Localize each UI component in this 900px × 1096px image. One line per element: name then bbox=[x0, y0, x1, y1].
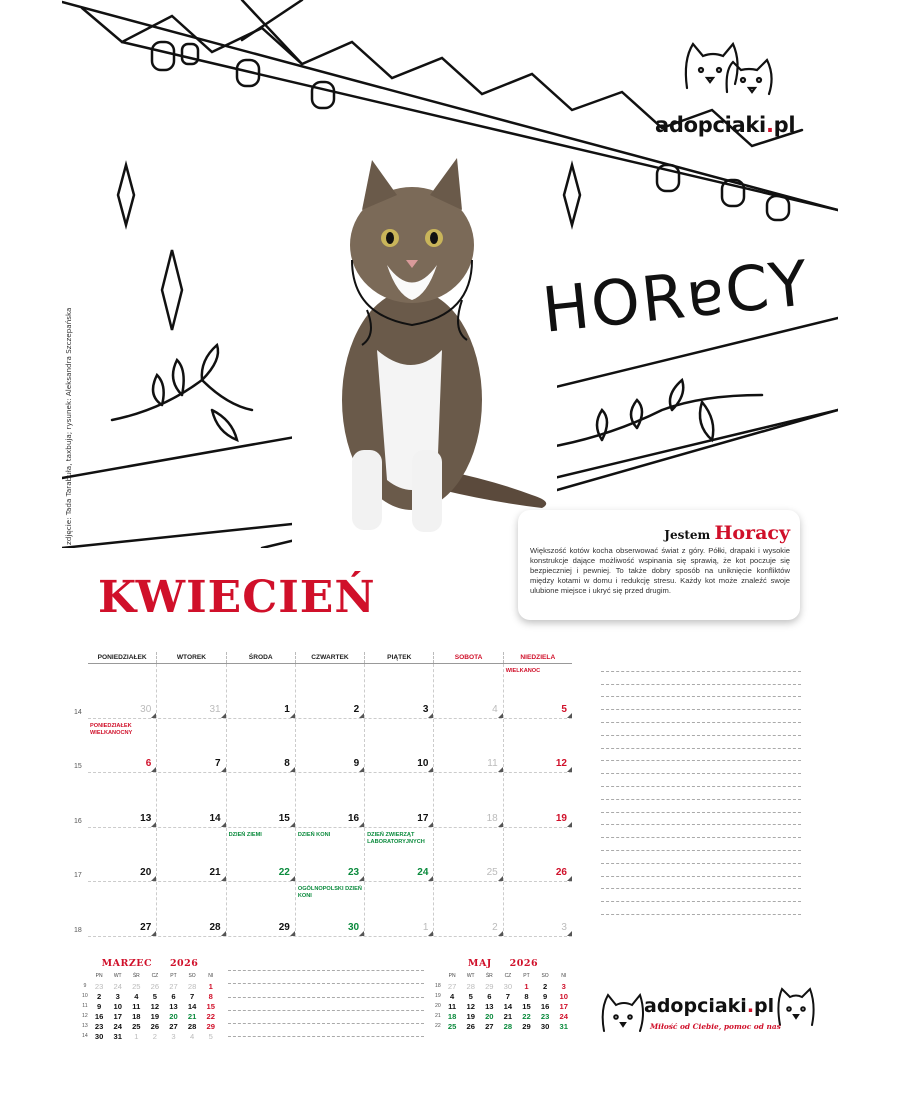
day-number: 20 bbox=[140, 867, 152, 878]
mini-week-number: 14 bbox=[82, 1033, 88, 1039]
day-number: 1 bbox=[422, 921, 429, 933]
corner-mark bbox=[221, 822, 226, 827]
corner-mark bbox=[221, 931, 226, 936]
mini-day: 16 bbox=[540, 1001, 550, 1011]
corner-mark bbox=[567, 713, 572, 718]
note-line[interactable] bbox=[228, 984, 424, 997]
mini-day: 12 bbox=[466, 1001, 475, 1011]
mini-week-number: 19 bbox=[435, 993, 441, 999]
mini-day: 26 bbox=[466, 1021, 475, 1031]
corner-mark bbox=[221, 767, 226, 772]
note-line[interactable] bbox=[601, 825, 801, 838]
note-line[interactable] bbox=[601, 877, 801, 890]
day-cell[interactable] bbox=[157, 773, 226, 827]
day-cell[interactable] bbox=[296, 773, 365, 827]
mini-day: 22 bbox=[522, 1011, 531, 1021]
corner-mark bbox=[498, 822, 503, 827]
mini-day: 9 bbox=[542, 991, 548, 1001]
mini-day: 8 bbox=[524, 991, 529, 1001]
day-event-label: DZIEŃ ZWIERZĄT LABORATORYJNYCH bbox=[367, 831, 425, 845]
mini-day: 6 bbox=[171, 991, 176, 1001]
mini-day: 4 bbox=[134, 991, 139, 1001]
info-card bbox=[518, 510, 800, 620]
mini-day: 20 bbox=[169, 1011, 178, 1021]
mini-weekday-head: WT bbox=[113, 973, 122, 979]
mini-day: 23 bbox=[94, 981, 104, 991]
note-line[interactable] bbox=[601, 736, 801, 749]
note-line[interactable] bbox=[601, 774, 801, 787]
corner-mark bbox=[359, 713, 364, 718]
day-number: 8 bbox=[284, 758, 290, 769]
mini-day: 1 bbox=[134, 1031, 139, 1041]
corner-mark bbox=[290, 822, 295, 827]
day-event-label: OGÓLNOPOLSKI DZIEŃ KONI bbox=[297, 886, 362, 899]
mini-day: 28 bbox=[187, 981, 197, 991]
day-number: 28 bbox=[209, 921, 221, 933]
week-number: 14 bbox=[74, 708, 82, 716]
brand-name-dot: . bbox=[765, 113, 774, 137]
day-number: 19 bbox=[555, 812, 567, 824]
cats-logo-icon bbox=[681, 40, 777, 104]
mini-day: 5 bbox=[152, 991, 158, 1001]
day-number: 21 bbox=[209, 867, 221, 878]
corner-mark bbox=[567, 822, 572, 827]
mini-day: 17 bbox=[113, 1011, 122, 1021]
corner-mark bbox=[428, 822, 433, 827]
mini-weekday-head: WT bbox=[466, 973, 475, 979]
day-cell[interactable] bbox=[88, 828, 157, 882]
weekday-header: ŚRODA bbox=[227, 652, 296, 663]
day-number: 9 bbox=[353, 758, 360, 769]
corner-mark bbox=[428, 713, 433, 718]
day-number: 31 bbox=[209, 703, 221, 715]
mini-day: 30 bbox=[503, 981, 513, 991]
mini-day: 24 bbox=[113, 1021, 122, 1031]
note-line[interactable] bbox=[228, 958, 424, 971]
note-line[interactable] bbox=[601, 800, 801, 813]
corner-mark bbox=[567, 931, 572, 936]
mini-weekday-head: PN bbox=[448, 973, 456, 979]
note-line[interactable] bbox=[601, 723, 801, 736]
day-number: 24 bbox=[417, 867, 429, 878]
corner-mark bbox=[290, 876, 295, 881]
mini-day: 11 bbox=[132, 1001, 141, 1011]
week-row bbox=[74, 828, 572, 883]
mini-day: 21 bbox=[503, 1011, 513, 1021]
mini-calendar-prev bbox=[80, 958, 220, 1041]
brand-name-bottom-tld: pl bbox=[754, 995, 775, 1017]
day-cell[interactable] bbox=[504, 773, 572, 827]
mini-day: 30 bbox=[94, 1031, 104, 1041]
mini-week-number: 22 bbox=[435, 1023, 441, 1029]
mini-day: 3 bbox=[115, 991, 120, 1001]
month-calendar-grid bbox=[74, 652, 572, 937]
day-cell[interactable] bbox=[227, 882, 296, 936]
day-number: 10 bbox=[417, 758, 429, 769]
weekday-header-row bbox=[88, 652, 572, 664]
mini-day: 2 bbox=[542, 981, 548, 991]
corner-mark bbox=[428, 767, 433, 772]
info-prefix: Jestem bbox=[664, 528, 711, 542]
day-cell[interactable] bbox=[434, 719, 503, 773]
day-number: 5 bbox=[561, 703, 567, 715]
note-line[interactable] bbox=[601, 902, 801, 915]
mini-day: 4 bbox=[450, 991, 455, 1001]
mini-day: 19 bbox=[150, 1011, 160, 1021]
day-event-label: PONIEDZIAŁEK WIELKANOCNY bbox=[90, 722, 133, 736]
brand-logo-bottom[interactable] bbox=[598, 985, 818, 1045]
mini-week-number: 13 bbox=[82, 1023, 88, 1029]
mini-day: 2 bbox=[152, 1031, 158, 1041]
corner-mark bbox=[498, 767, 503, 772]
corner-mark bbox=[221, 876, 226, 881]
note-line[interactable] bbox=[601, 659, 801, 672]
info-text: Większość kotów kocha obserwować świat z góry. Półki, drapaki i wysokie konstrukcje dające możliwość wspinania się sprawią, że kot poczuje się bezpieczniej i pewniej. To także dobry sposób na uniknięcie konfliktów między kotami w domu i redukcję stresu. Każdy kot może znaleźć swoje ulubione miejsce i ukryć się przed drugim. bbox=[530, 546, 790, 595]
brand-name-main: adopciaki bbox=[655, 113, 766, 137]
note-line[interactable] bbox=[601, 813, 801, 826]
note-line[interactable] bbox=[601, 710, 801, 723]
mini-day: 31 bbox=[559, 1021, 568, 1031]
mini-day: 2 bbox=[97, 991, 102, 1001]
mini-week-number: 21 bbox=[435, 1013, 441, 1019]
info-cat-name: Horacy bbox=[714, 522, 790, 544]
mini-day: 29 bbox=[206, 1021, 215, 1031]
mini-week-number: 20 bbox=[435, 1003, 441, 1009]
mini-day: 31 bbox=[113, 1031, 122, 1041]
cat-left-icon bbox=[598, 991, 646, 1037]
day-number: 11 bbox=[487, 758, 498, 769]
brand-slogan: Miłość od Ciebie, pomoc od nas bbox=[650, 1022, 781, 1031]
mini-day: 13 bbox=[485, 1001, 494, 1011]
corner-mark bbox=[221, 713, 226, 718]
day-number: 16 bbox=[348, 812, 360, 824]
mini-weekday-head: PT bbox=[170, 973, 177, 979]
day-cell[interactable] bbox=[88, 664, 157, 718]
day-number: 13 bbox=[140, 812, 152, 824]
note-line[interactable] bbox=[601, 749, 801, 762]
mini-day: 16 bbox=[94, 1011, 104, 1021]
day-cell[interactable] bbox=[365, 828, 434, 882]
day-event-label: DZIEŃ ZIEMI bbox=[228, 831, 262, 838]
day-cell[interactable] bbox=[227, 828, 296, 882]
mini-day: 28 bbox=[466, 981, 475, 991]
weeks-container bbox=[74, 664, 572, 937]
mini-day: 30 bbox=[540, 1021, 550, 1031]
day-cell[interactable] bbox=[88, 719, 157, 773]
mini-weekday-head: SO bbox=[188, 973, 196, 979]
mini-prev-title bbox=[80, 958, 220, 969]
mini-day: 27 bbox=[169, 1021, 178, 1031]
note-line[interactable] bbox=[601, 787, 801, 800]
day-number: 3 bbox=[561, 921, 567, 933]
mini-weekday-head: ŚR bbox=[485, 973, 493, 979]
weekday-header: CZWARTEK bbox=[296, 652, 365, 663]
day-number: 12 bbox=[555, 758, 567, 769]
day-cell[interactable] bbox=[504, 828, 572, 882]
mini-day: 27 bbox=[169, 981, 178, 991]
mini-prev-table bbox=[80, 971, 220, 1041]
day-event-label: WIELKANOC bbox=[505, 668, 541, 674]
day-cell[interactable] bbox=[504, 882, 572, 936]
day-cell[interactable] bbox=[504, 664, 572, 718]
day-cell[interactable] bbox=[157, 664, 226, 718]
mini-day: 3 bbox=[171, 1031, 176, 1041]
mini-week-number: 12 bbox=[82, 1013, 88, 1019]
day-cell[interactable] bbox=[157, 719, 226, 773]
corner-mark bbox=[290, 767, 295, 772]
mini-notes-lines[interactable] bbox=[228, 958, 424, 1037]
mini-day: 9 bbox=[97, 1001, 102, 1011]
mini-day: 4 bbox=[189, 1031, 195, 1041]
corner-mark bbox=[359, 767, 364, 772]
corner-mark bbox=[151, 931, 156, 936]
mini-day: 1 bbox=[524, 981, 529, 991]
week-number: 15 bbox=[74, 763, 82, 770]
corner-mark bbox=[498, 931, 503, 936]
note-line[interactable] bbox=[601, 864, 801, 877]
corner-mark bbox=[428, 931, 433, 936]
day-cell[interactable] bbox=[227, 664, 296, 718]
mini-week-number: 11 bbox=[82, 1003, 88, 1009]
mini-day: 26 bbox=[150, 1021, 160, 1031]
day-event-label: DZIEŃ KONI bbox=[297, 831, 331, 838]
mini-day: 25 bbox=[132, 1021, 141, 1031]
mini-day: 22 bbox=[206, 1011, 215, 1021]
photo-credit: zdjęcie: Tada Tarabuła, taxbuja; rysunek: Aleksandra Szczepańska bbox=[64, 307, 73, 545]
corner-mark bbox=[498, 713, 503, 718]
day-cell[interactable] bbox=[434, 828, 503, 882]
day-number: 25 bbox=[486, 867, 498, 878]
day-number: 17 bbox=[417, 812, 429, 824]
corner-mark bbox=[359, 822, 364, 827]
brand-name-tld: pl bbox=[773, 113, 796, 137]
month-title: KWIECIEŃ bbox=[98, 572, 376, 623]
day-number: 4 bbox=[492, 703, 498, 715]
note-line[interactable] bbox=[601, 838, 801, 851]
day-cell[interactable] bbox=[88, 882, 157, 936]
corner-mark bbox=[567, 767, 572, 772]
note-line[interactable] bbox=[601, 851, 801, 864]
mini-day: 7 bbox=[505, 991, 511, 1001]
mini-day: 10 bbox=[559, 991, 568, 1001]
mini-day: 18 bbox=[447, 1011, 457, 1021]
mini-day: 28 bbox=[503, 1021, 513, 1031]
mini-day: 23 bbox=[540, 1011, 550, 1021]
mini-day: 14 bbox=[503, 1001, 513, 1011]
mini-week-number: 9 bbox=[83, 983, 87, 989]
cat-right-icon bbox=[776, 985, 816, 1029]
day-cell[interactable] bbox=[296, 828, 365, 882]
mini-day: 1 bbox=[208, 981, 213, 991]
note-line[interactable] bbox=[601, 697, 801, 710]
mini-day: 14 bbox=[187, 1001, 197, 1011]
day-cell[interactable] bbox=[296, 664, 365, 718]
mini-day: 15 bbox=[206, 1001, 215, 1011]
day-number: 27 bbox=[140, 921, 152, 933]
mini-day: 7 bbox=[189, 991, 195, 1001]
mini-day: 21 bbox=[187, 1011, 197, 1021]
mini-week-head bbox=[80, 971, 90, 981]
day-number: 30 bbox=[140, 703, 152, 715]
mini-weekday-head: ŚR bbox=[132, 973, 140, 979]
day-number: 30 bbox=[348, 921, 360, 933]
mini-week-number: 10 bbox=[82, 993, 88, 999]
week-number: 17 bbox=[74, 872, 82, 879]
mini-day: 12 bbox=[150, 1001, 160, 1011]
day-number: 22 bbox=[278, 867, 290, 878]
day-cell[interactable] bbox=[157, 882, 226, 936]
mini-weekday-head: CZ bbox=[504, 973, 512, 979]
mini-day: 6 bbox=[487, 991, 492, 1001]
day-number: 1 bbox=[284, 703, 290, 715]
week-number: 18 bbox=[74, 926, 82, 934]
weekday-header: PIĄTEK bbox=[365, 652, 434, 663]
note-line[interactable] bbox=[228, 1024, 424, 1037]
mini-weekday-head: NI bbox=[561, 973, 567, 979]
day-cell[interactable] bbox=[227, 719, 296, 773]
corner-mark bbox=[359, 931, 364, 936]
mini-day: 25 bbox=[132, 981, 141, 991]
corner-mark bbox=[359, 876, 364, 881]
mini-day: 11 bbox=[448, 1001, 457, 1011]
mini-day: 17 bbox=[559, 1001, 568, 1011]
mini-next-year: 2026 bbox=[509, 958, 539, 969]
day-cell[interactable] bbox=[365, 882, 434, 936]
mini-next-month: MAJ bbox=[467, 958, 492, 969]
week-row bbox=[74, 773, 572, 828]
mini-day: 25 bbox=[447, 1021, 457, 1031]
corner-mark bbox=[290, 713, 295, 718]
day-cell[interactable] bbox=[365, 664, 434, 718]
mini-weekday-head: CZ bbox=[151, 973, 159, 979]
week-row bbox=[74, 719, 572, 774]
day-cell[interactable] bbox=[88, 773, 157, 827]
day-cell[interactable] bbox=[434, 664, 503, 718]
mini-day: 19 bbox=[466, 1011, 475, 1021]
mini-calendar-next bbox=[433, 958, 573, 1031]
mini-day: 27 bbox=[485, 1021, 494, 1031]
corner-mark bbox=[151, 713, 156, 718]
week-row bbox=[74, 664, 572, 719]
corner-mark bbox=[290, 931, 295, 936]
day-number: 3 bbox=[422, 703, 429, 715]
week-row bbox=[74, 882, 572, 937]
day-cell[interactable] bbox=[365, 773, 434, 827]
day-cell[interactable] bbox=[434, 773, 503, 827]
brand-name-bottom-dot: . bbox=[746, 995, 755, 1017]
mini-week-head bbox=[433, 971, 443, 981]
corner-mark bbox=[567, 876, 572, 881]
note-line[interactable] bbox=[228, 971, 424, 984]
brand-name-bottom bbox=[644, 995, 774, 1017]
mini-day: 10 bbox=[113, 1001, 122, 1011]
mini-day: 29 bbox=[485, 981, 494, 991]
mini-day: 28 bbox=[187, 1021, 197, 1031]
note-line[interactable] bbox=[601, 672, 801, 685]
day-number: 15 bbox=[278, 812, 290, 824]
day-number: 26 bbox=[555, 867, 567, 878]
mini-day: 24 bbox=[113, 981, 122, 991]
note-line[interactable] bbox=[601, 761, 801, 774]
mini-day: 5 bbox=[208, 1031, 213, 1041]
day-cell[interactable] bbox=[296, 882, 365, 936]
day-number: 2 bbox=[492, 921, 498, 933]
corner-mark bbox=[151, 822, 156, 827]
mini-weekday-head: NI bbox=[208, 973, 214, 979]
mini-day: 5 bbox=[468, 991, 473, 1001]
weekday-header: PONIEDZIAŁEK bbox=[88, 652, 157, 663]
weekday-header: SOBOTA bbox=[434, 652, 503, 663]
mini-day: 26 bbox=[150, 981, 160, 991]
mini-week-number: 18 bbox=[435, 983, 441, 989]
corner-mark bbox=[151, 876, 156, 881]
mini-prev-year: 2026 bbox=[169, 958, 199, 969]
brand-name bbox=[655, 113, 795, 137]
day-cell[interactable] bbox=[157, 828, 226, 882]
day-number: 23 bbox=[348, 867, 360, 878]
day-number: 7 bbox=[215, 758, 221, 769]
day-cell[interactable] bbox=[227, 773, 296, 827]
weekday-header: NIEDZIELA bbox=[520, 654, 556, 661]
corner-mark bbox=[151, 767, 156, 772]
cat-photo bbox=[292, 150, 557, 548]
mini-weekday-head: PN bbox=[95, 973, 103, 979]
note-line[interactable] bbox=[228, 998, 424, 1011]
mini-next-title bbox=[433, 958, 573, 969]
cat-name-lettering: HORɐCY bbox=[538, 246, 813, 347]
mini-day: 29 bbox=[522, 1021, 531, 1031]
day-number: 6 bbox=[145, 758, 152, 769]
day-number: 14 bbox=[209, 812, 221, 824]
day-cell[interactable] bbox=[296, 719, 365, 773]
day-cell[interactable] bbox=[504, 719, 572, 773]
note-line[interactable] bbox=[601, 889, 801, 902]
day-number: 2 bbox=[353, 703, 360, 715]
day-number: 29 bbox=[278, 921, 290, 933]
mini-day: 15 bbox=[522, 1001, 531, 1011]
note-line[interactable] bbox=[228, 1011, 424, 1024]
info-card-title bbox=[530, 522, 790, 544]
mini-weekday-head: PT bbox=[523, 973, 530, 979]
mini-day: 8 bbox=[208, 991, 213, 1001]
mini-day: 18 bbox=[132, 1011, 141, 1021]
mini-prev-month: MARZEC bbox=[101, 958, 153, 969]
corner-mark bbox=[428, 876, 433, 881]
corner-mark bbox=[498, 876, 503, 881]
mini-day: 24 bbox=[559, 1011, 568, 1021]
brand-name-bottom-main: adopciaki bbox=[644, 995, 747, 1017]
weekday-header: WTOREK bbox=[157, 652, 226, 663]
day-cell[interactable] bbox=[365, 719, 434, 773]
mini-next-table bbox=[433, 971, 573, 1031]
mini-day: 23 bbox=[94, 1021, 104, 1031]
mini-day: 20 bbox=[485, 1011, 494, 1021]
notes-lines[interactable] bbox=[601, 659, 801, 915]
day-number: 18 bbox=[486, 812, 498, 824]
mini-day: 3 bbox=[561, 981, 566, 991]
day-cell[interactable] bbox=[434, 882, 503, 936]
note-line[interactable] bbox=[601, 685, 801, 698]
week-number: 16 bbox=[74, 817, 82, 825]
mini-day: 27 bbox=[447, 981, 457, 991]
mini-day: 13 bbox=[169, 1001, 178, 1011]
mini-weekday-head: SO bbox=[541, 973, 549, 979]
